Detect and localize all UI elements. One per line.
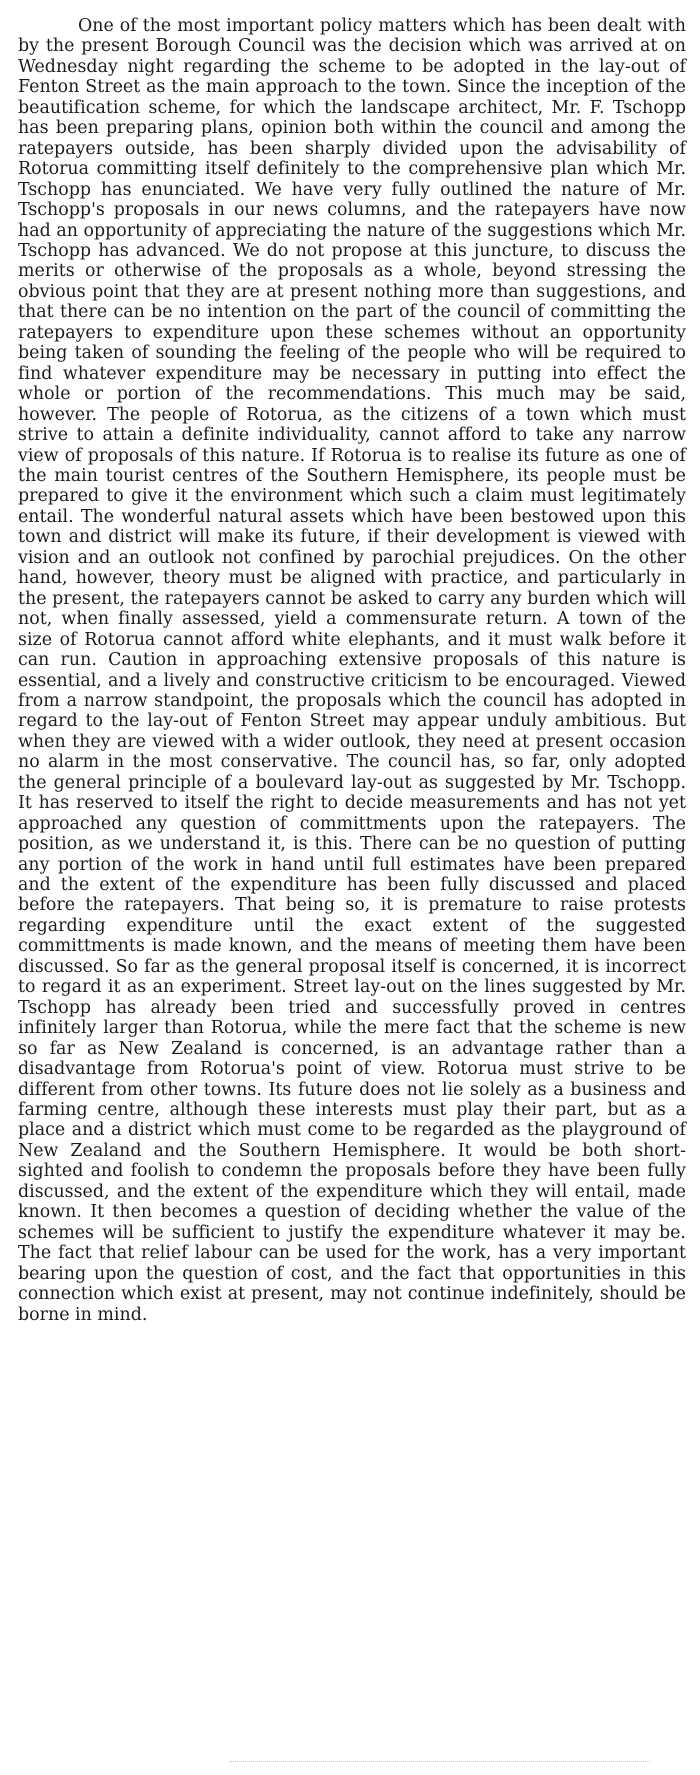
newspaper-page [18,16,686,1761]
column-bottom-rule [230,1760,650,1762]
editorial-paragraph: One of the most important policy matters which has been dealt with by the present Borough Council was the decision which was arrived at on Wednesday night regarding the scheme to be adopted in the lay-out of Fenton Street as the main approach to the town. Since the inception of the beautification scheme, for which the landscape architect, Mr. F. Tschopp has been preparing plans, opinion both within the council and among the ratepayers outside, has been sharply divided upon the advisability of Rotorua committing itself definitely to the comprehensive plan which Mr. Tschopp has enunciated. We have very fully outlined the nature of Mr. Tschopp's proposals in our news columns, and the ratepayers have now had an opportunity of appreciating the nature of the suggestions which Mr. Tschopp has advanced. We do not propose at this juncture, to discuss the merits or otherwise of the proposals as a whole, beyond stressing the obvious point that they are at present nothing more than suggestions, and that there can be no intention on the part of the council of committing the ratepayers to expenditure upon these schemes without an opportunity being taken of sounding the feeling of the people who will be required to find whatever expenditure may be necessary in putting into effect the whole or portion of the recommendations. This much may be said, however. The people of Rotorua, as the citizens of a town which must strive to attain a definite individuality, cannot afford to take any narrow view of proposals of this nature. If Rotorua is to realise its future as one of the main tourist centres of the Southern Hemisphere, its people must be prepared to give it the environment which such a claim must legitimately entail. The wonderful natural assets which have been bestowed upon this town and district will make its future, if their development is viewed with vision and an outlook not confined by parochial prejudices. On the other hand, however, theory must be aligned with practice, and particularly in the present, the ratepayers cannot be asked to carry any burden which will not, when finally assessed, yield a commensurate return. A town of the size of Rotorua cannot afford white elephants, and it must walk before it can run. Caution in approaching extensive proposals of this nature is essential, and a lively and constructive criticism to be encouraged. Viewed from a narrow standpoint, the proposals which the council has adopted in regard to the lay-out of Fenton Street may appear unduly ambitious. But when they are viewed with a wider outlook, they need at present occasion no alarm in the most conservative. The council has, so far, only adopted the general principle of a boulevard lay-out as suggested by Mr. Tschopp. It has reserved to itself the right to decide measurements and has not yet approached any question of committments upon the ratepayers. The position, as we understand it, is this. There can be no question of putting any portion of the work in hand until full estimates have been prepared and the extent of the expenditure has been fully discussed and placed before the ratepayers. That being so, it is premature to raise protests regarding expenditure until the exact extent of the suggested committments is made known, and the means of meeting them have been discussed. So far as the general proposal itself is concerned, it is incorrect to regard it as an experiment. Street lay-out on the lines suggested by Mr. Tschopp has already been tried and successfully proved in centres infinitely larger than Rotorua, while the mere fact that the scheme is new so far as New Zealand is concerned, is an advantage rather than a disadvantage from Rotorua's point of view. Rotorua must strive to be different from other towns. Its future does not lie solely as a business and farming centre, although these interests must play their part, but as a place and a district which must come to be regarded as the playground of New Zealand and the Southern Hemisphere. It would be both short-sighted and foolish to condemn the proposals before they have been fully discussed, and the extent of the expenditure which they will entail, made known. It then becomes a question of deciding whether the value of the schemes will be sufficient to justify the expenditure whatever it may be. The fact that relief labour can be used for the work, has a very important bearing upon the question of cost, and the fact that opportunities in this connection which exist at present, may not continue indefinitely, should be borne in mind. [18,16,686,1325]
editorial-column [18,16,686,1325]
